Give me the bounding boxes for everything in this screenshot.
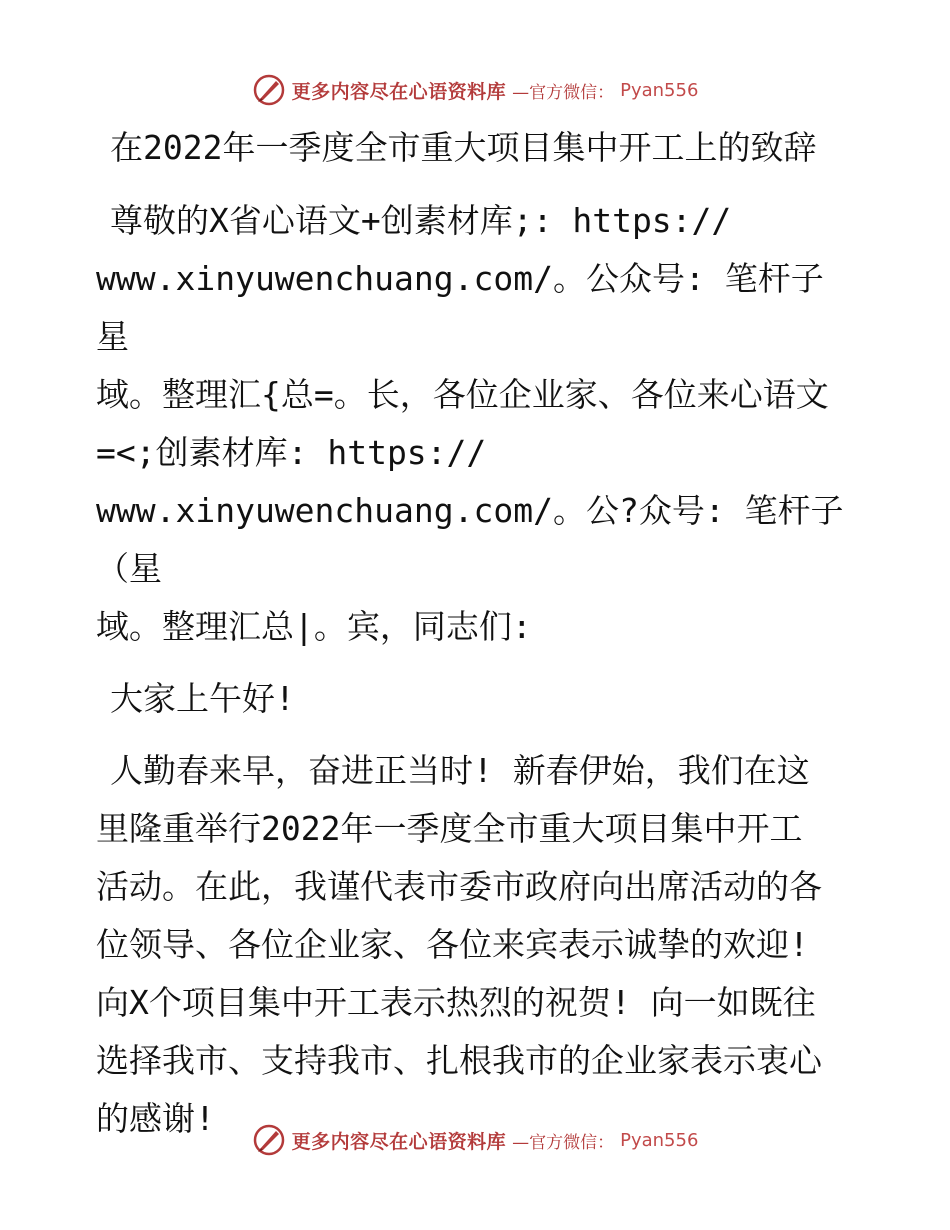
- salutation-line: 域。整理汇总|。宾，同志们:: [96, 607, 532, 646]
- banner-brand-text: 更多内容尽在心语资料库: [291, 1130, 507, 1153]
- body-line: 选择我市、支持我市、扎根我市的企业家表示衷心: [96, 1041, 822, 1080]
- spacer: [96, 728, 856, 742]
- banner-separator: —官方微信：: [512, 1132, 615, 1153]
- body-line: 活动。在此，我谨代表市委市政府向出席活动的各: [96, 867, 822, 906]
- document-body: [96, 118, 856, 1148]
- quill-pen-circle-icon: [252, 1123, 286, 1157]
- salutation-paragraph: [96, 192, 856, 656]
- salutation-line: www.xinyuwenchuang.com/。公众号: 笔杆子星: [96, 259, 824, 356]
- banner-wechat-id: Pyan556: [620, 1129, 699, 1151]
- body-line: 向X个项目集中开工表示热烈的祝贺! 向一如既往: [96, 983, 816, 1022]
- body-line: 人勤春来早，奋进正当时! 新春伊始，我们在这: [110, 751, 810, 790]
- document-title: 在2022年一季度全市重大项目集中开工上的致辞: [110, 128, 817, 167]
- greeting-line: 大家上午好!: [110, 679, 295, 718]
- quill-pen-circle-icon: [252, 73, 286, 107]
- spacer: [96, 656, 856, 670]
- footer-banner: [0, 1122, 950, 1158]
- body-line: 位领导、各位企业家、各位来宾表示诚挚的欢迎!: [96, 925, 809, 964]
- salutation-line: 域。整理汇{总=。长，各位企业家、各位来心语文: [96, 375, 829, 414]
- salutation-line: =<;创素材库: https://: [96, 433, 487, 472]
- banner-brand-text: 更多内容尽在心语资料库: [291, 80, 507, 103]
- body-line: 的感谢!: [96, 1099, 215, 1138]
- spacer: [96, 178, 856, 192]
- header-banner: [0, 72, 950, 108]
- banner-separator: —官方微信：: [512, 82, 615, 103]
- banner-wechat-id: Pyan556: [620, 79, 699, 101]
- salutation-line: www.xinyuwenchuang.com/。公?众号: 笔杆子（星: [96, 491, 844, 588]
- body-paragraph: [96, 742, 856, 1148]
- body-line: 里隆重举行2022年一季度全市重大项目集中开工: [96, 809, 803, 848]
- salutation-line: 尊敬的X省心语文+创素材库;: https://: [110, 201, 732, 240]
